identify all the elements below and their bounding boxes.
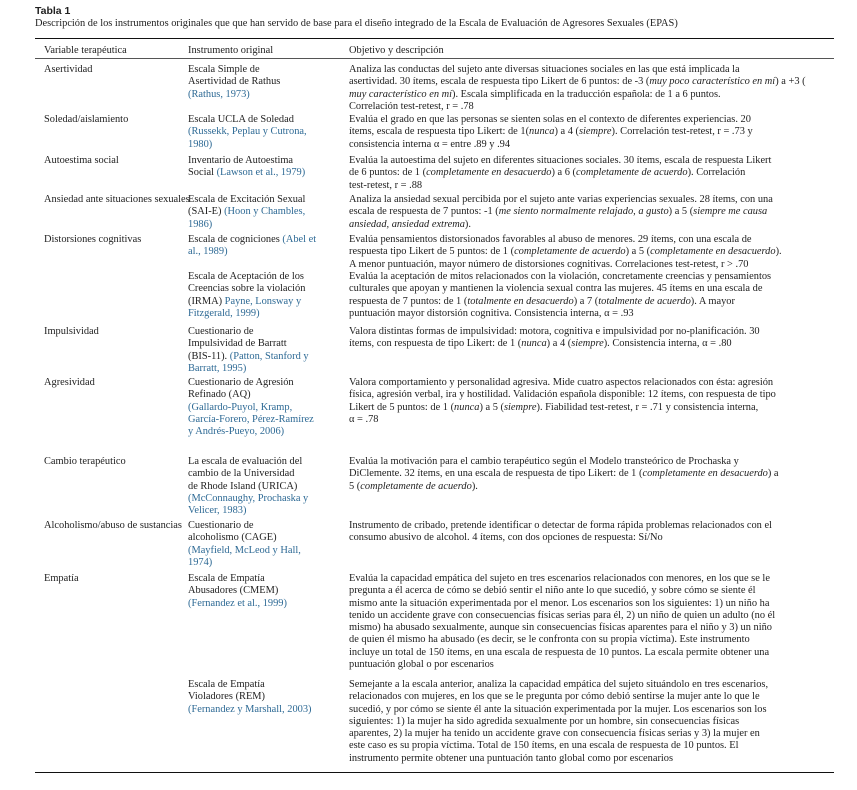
instrument-cell: Cuestionario de Impulsividad de Barratt (BIS-11). (Patton, Stanford y Barratt, 1995) — [188, 326, 309, 374]
table-caption: Descripción de los instrumentos originales que que han servido de base para el diseño integrado de la Escala de Evaluación de Agresores Sexuales (EPAS) — [35, 18, 678, 29]
instrument-cell: Escala de Aceptación de los Creencias sobre la violación (IRMA) Payne, Lonsway y Fitzgerald, 1999) — [188, 271, 306, 319]
instrument-cell: Escala UCLA de Soledad (Russekk, Peplau y Cutrona, 1980) — [188, 114, 318, 151]
reference-link[interactable]: (Fernandez y Marshall, 2003) — [188, 703, 312, 715]
description-cell: Evalúa el grado en que las personas se sienten solas en el contexto de diferentes experiencias. 20 ítems, escala de respuesta tipo Likert: de 1(nunca) a 4 (siempre). Correlación test-retest, r = .73 y consistencia interna α = entre .89 y .94 — [349, 114, 753, 150]
variable-cell: Soledad/aislamiento — [44, 114, 129, 125]
variable-cell: Cambio terapéutico — [44, 456, 126, 467]
description-cell: Analiza las conductas del sujeto ante diversas situaciones sociales en las que está implicada la asertividad. 30 ítems, escala de respuesta tipo Likert de 6 puntos: de -3 (muy poco característico en mí) a +3 ( muy característico en mí). Escala simplificada en la traducción española: de 1 a 6 puntos. Correlación test-retest, r = .78 — [349, 64, 806, 112]
bottom-rule — [35, 772, 834, 773]
description-cell: Instrumento de cribado, pretende identificar o detectar de forma rápida problemas relacionados con el consumo abusivo de alcohol. 4 ítems, con dos opciones de respuesta: Sí/No — [349, 520, 772, 544]
description-cell: Analiza la ansiedad sexual percibida por el sujeto ante varias experiencias sexuales. 28 ítems, con una escala de respuesta de 7 puntos: -1 (me siento normalmente relajado, a gusto) a 5 (siempre me causa ansiedad, ansiedad extrema). — [349, 194, 773, 230]
instrument-cell: Inventario de Autoestima Social (Lawson et al., 1979) — [188, 155, 306, 179]
instrument-cell: Escala de Excitación Sexual (SAI-E) (Hoon y Chambles, 1986) — [188, 194, 306, 230]
reference-link[interactable]: (Patton, Stanford y Barratt, 1995) — [188, 350, 309, 374]
header-description: Objetivo y descripción — [349, 45, 444, 56]
variable-cell: Impulsividad — [44, 326, 99, 337]
header-variable: Variable terapéutica — [44, 45, 127, 56]
description-cell: Evalúa la aceptación de mitos relacionados con la violación, concretamente creencias y pensamientos culturales que apoyan y mantienen la violencia sexual contra las mujeres. 45 ítems en una escala de respuesta de 7 puntos: de 1 (totalmente en desacuerdo) a 7 (totalmente de acuerdo). A mayor puntuación mayor distorsión cognitiva. Consistencia interna, α = .93 — [349, 271, 772, 319]
instrument-cell: Cuestionario de Agresión Refinado (AQ) (Gallardo-Puyol, Kramp, García-Forero, Pérez-Ramírez y Andrés-Pueyo, 2006) — [188, 377, 318, 438]
variable-cell: Autoestima social — [44, 155, 119, 166]
variable-cell: Ansiedad ante situaciones sexuales — [44, 194, 190, 205]
reference-link[interactable]: (Fernandez et al., 1999) — [188, 597, 287, 609]
instrument-cell: La escala de evaluación del cambio de la Universidad de Rhode Island (URICA) (McConnaughy, Prochaska y Velicer, 1983) — [188, 456, 318, 517]
header-instrument: Instrumento original — [188, 45, 274, 56]
instrument-cell: Escala de Empatía Violadores (REM) (Fernandez y Marshall, 2003) — [188, 679, 318, 716]
top-rule — [35, 38, 834, 39]
reference-link[interactable]: (Gallardo-Puyol, Kramp, García-Forero, Pérez-Ramírez y Andrés-Pueyo, 2006) — [188, 401, 314, 438]
description-cell: Evalúa la autoestima del sujeto en diferentes situaciones sociales. 30 ítems, escala de respuesta Likert de 6 puntos: de 1 (completamente en desacuerdo) a 6 (completamente de acuerdo). Correlación test-retest, r = .88 — [349, 155, 772, 191]
description-cell: Evalúa pensamientos distorsionados favorables al abuso de menores. 29 ítems, con una escala de respuesta tipo Likert de 5 puntos: de 1 (completamente de acuerdo) a 5 (completamente en desacuerdo). A menor puntuación, mayor número de distorsiones cognitivas. Correlaciones test-retest, r > .70 — [349, 234, 782, 270]
instrument-cell: Escala Simple de Asertividad de Rathus (Rathus, 1973) — [188, 64, 318, 101]
instrument-cell: Escala de Empatía Abusadores (CMEM) (Fernandez et al., 1999) — [188, 573, 318, 610]
description-cell: Valora distintas formas de impulsividad: motora, cognitiva e impulsividad por no-planificación. 30 ítems, con respuesta de tipo Likert: de 1 (nunca) a 4 (siempre). Consistencia interna, α = .80 — [349, 326, 760, 350]
variable-cell: Distorsiones cognitivas — [44, 234, 142, 245]
reference-link[interactable]: (Mayfield, McLeod y Hall, 1974) — [188, 544, 301, 568]
reference-link[interactable]: (Russekk, Peplau y Cutrona, 1980) — [188, 126, 307, 150]
reference-link[interactable]: (Abel et al., 1989) — [188, 234, 317, 258]
reference-link[interactable]: (McConnaughy, Prochaska y Velicer, 1983) — [188, 492, 309, 517]
description-cell: Evalúa la capacidad empática del sujeto en tres escenarios relacionados con menores, en los que se le pregunta a él acerca de cómo se debió sentir el niño ante lo que sucedió, y sobre cómo se siente él mismo ante la situación experimentada por el menor. Los escenarios son los siguientes: 1) un niño ha tenido un accidente grave con consecuencias físicas serias para él, 2) un niño de quien un adulto (no él mismo) ha abusado sexualmente, aunque sin consecuencias físicas aparentes para el niño y 3) un niño de quien él mismo ha abusado (es decir, se le confronta con su propia víctima). Este instrumento incluye un total de 150 ítems, en una escala de respuesta de 10 puntos. La escala permite obtener una puntuación global o por escenarios — [349, 573, 776, 671]
instrument-cell: Cuestionario de alcoholismo (CAGE) (Mayfield, McLeod y Hall, 1974) — [188, 520, 318, 569]
header-rule — [35, 58, 834, 59]
reference-link[interactable]: (Rathus, 1973) — [188, 88, 250, 100]
variable-cell: Asertividad — [44, 64, 93, 75]
table-title: Tabla 1 — [35, 5, 71, 17]
variable-cell: Alcoholismo/abuso de sustancias — [44, 520, 182, 531]
reference-link[interactable]: (Hoon y Chambles, 1986) — [188, 206, 306, 230]
instrument-cell: Escala de cogniciones (Abel et al., 1989) — [188, 234, 317, 258]
reference-link[interactable]: Payne, Lonsway y Fitzgerald, 1999) — [188, 295, 302, 319]
variable-cell: Agresividad — [44, 377, 95, 388]
description-cell: Semejante a la escala anterior, analiza la capacidad empática del sujeto situándolo en tres escenarios, relacionados con mujeres, en los que se le pregunta por cómo debió sentirse la mujer ante lo que le sucedió, y por cómo se siente él ante la situación experimentada por la mujer. Los escenarios son los siguientes: 1) la mujer ha sido agredida sexualmente por un hombre, sin consecuencias físicas aparentes, 2) la mujer ha tenido un accidente grave con consecuencia físicas serias y 3) la mujer en este caso es su propia víctima. Total de 150 ítems, en una escala de respuesta de 10 puntos. El instrumento permite obtener una puntuación tanto global como por escenarios — [349, 679, 769, 764]
description-cell: Evalúa la motivación para el cambio terapéutico según el Modelo transteórico de Prochaska y DiClemente. 32 ítems, en una escala de respuesta de tipo Likert: de 1 (completamente en desacuerdo) a 5 (completamente de acuerdo). — [349, 456, 779, 492]
variable-cell: Empatía — [44, 573, 79, 584]
reference-link[interactable]: (Lawson et al., 1979) — [216, 167, 306, 179]
description-cell: Valora comportamiento y personalidad agresiva. Mide cuatro aspectos relacionados con ésta: agresión física, agresión verbal, ira y hostilidad. Validación española disponible: 12 ítems, con respuesta de tipo Likert de 5 puntos: de 1 (nunca) a 5 (siempre). Fiabilidad test-retest, r = .71 y consistencia interna, α = .78 — [349, 377, 776, 425]
